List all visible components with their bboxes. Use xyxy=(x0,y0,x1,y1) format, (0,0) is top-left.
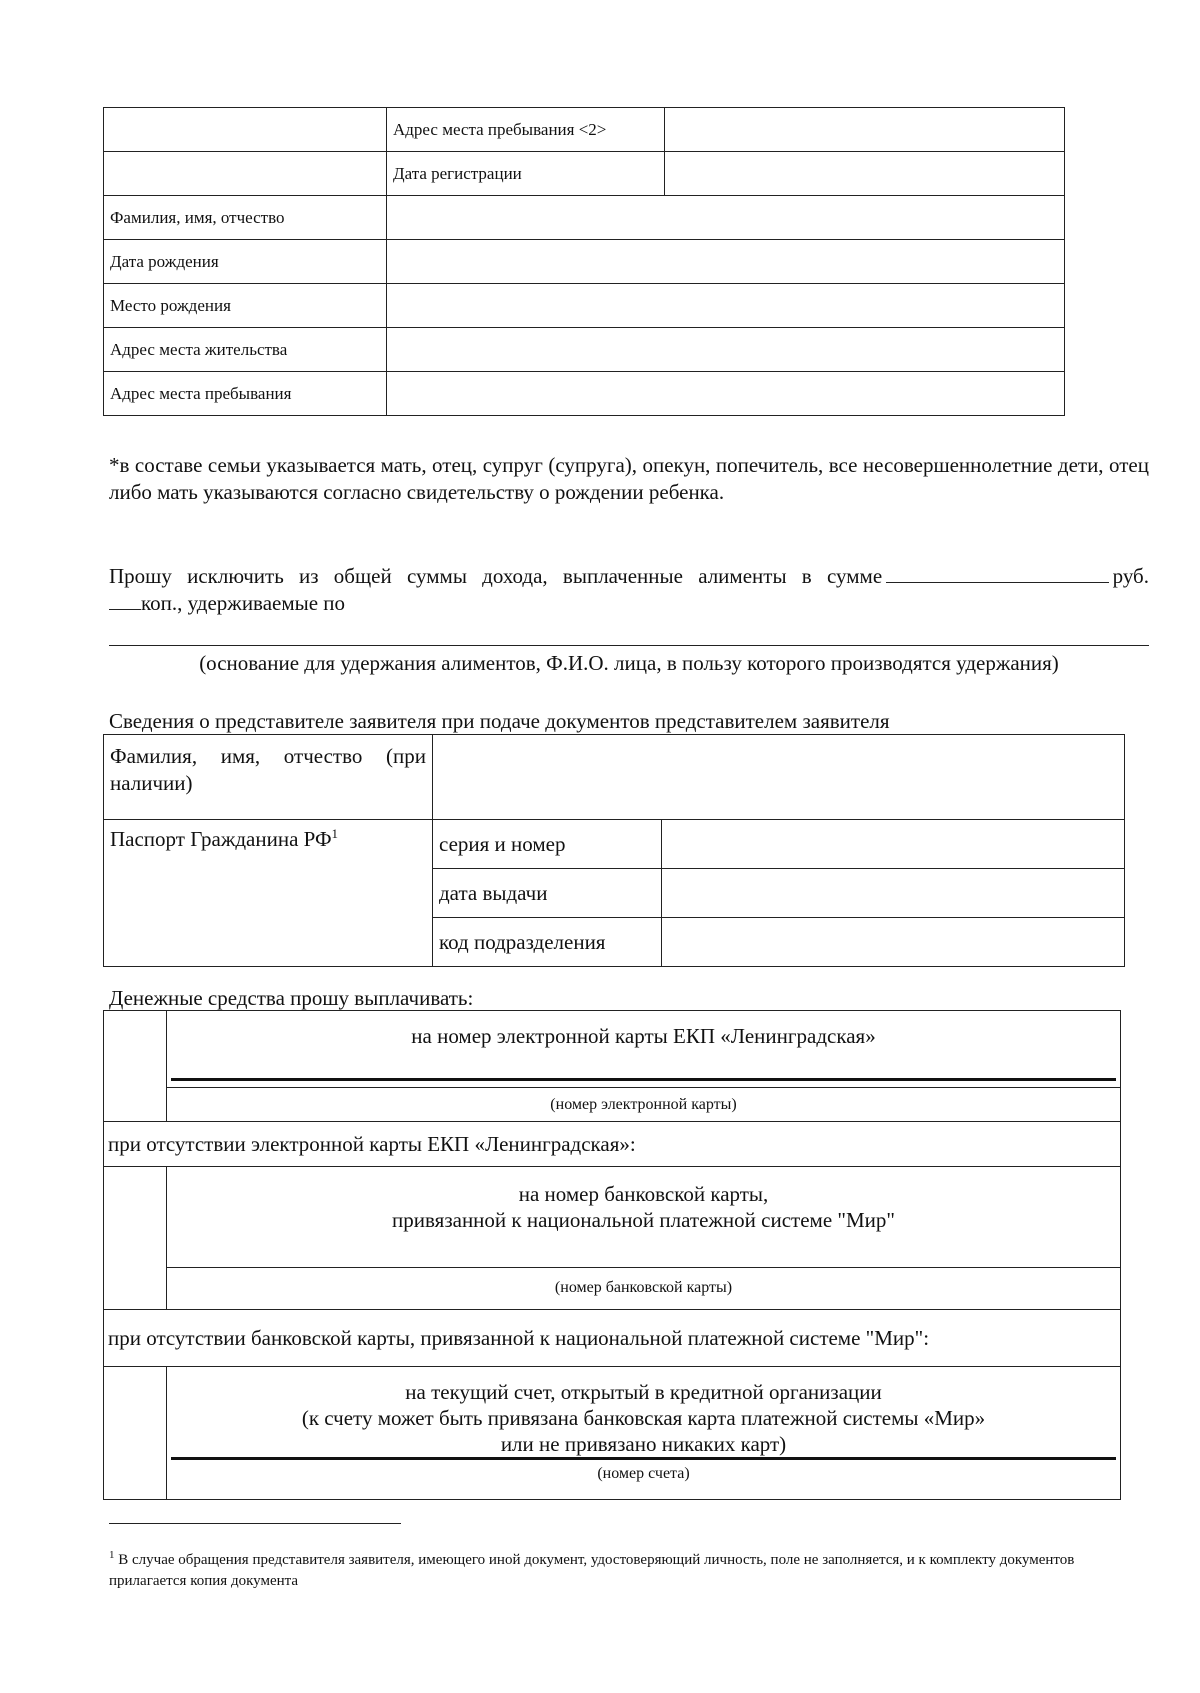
table-row xyxy=(104,1310,1120,1367)
kop-field[interactable] xyxy=(109,589,141,610)
account-caption: (номер счета) xyxy=(597,1465,690,1482)
bank-card-caption: (номер банковской карты) xyxy=(167,1267,1120,1308)
table-row xyxy=(104,1011,1120,1122)
passport-number-input[interactable] xyxy=(668,832,1122,857)
table-row xyxy=(104,152,1065,196)
footnote-text: В случае обращения представителя заявителя, имеющего иной документ, удостоверяющий личность, поле не заполняется, и к комплекту документов прилагается копия документа xyxy=(109,1552,1075,1589)
table-row xyxy=(104,240,1065,284)
registration-date-field[interactable] xyxy=(665,152,1065,196)
stay-address-input[interactable] xyxy=(393,371,1062,416)
table-row xyxy=(104,1167,1120,1310)
table-row xyxy=(104,372,1065,416)
registration-date-input[interactable] xyxy=(671,151,1062,196)
passport-issue-date-input[interactable] xyxy=(668,881,1122,906)
residence-address-input[interactable] xyxy=(393,327,1062,372)
table-row xyxy=(104,328,1065,372)
kop-text: коп., удерживаемые по xyxy=(141,591,346,615)
representative-fio-input[interactable] xyxy=(439,765,1122,790)
alimony-text: Прошу исключить из общей суммы дохода, выплаченные алименты в сумме xyxy=(109,564,883,588)
table-row xyxy=(104,196,1065,240)
footnote xyxy=(109,1545,1149,1592)
row-label: Дата рождения xyxy=(104,240,387,284)
row-label: Адрес места пребывания <2> xyxy=(387,108,665,152)
no-bank-text: при отсутствии банковской карты, привязанной к национальной платежной системе "Мир": xyxy=(108,1325,930,1350)
footnote-separator xyxy=(109,1523,401,1524)
stay-address-2-input[interactable] xyxy=(671,107,1062,152)
table-row xyxy=(104,1122,1120,1167)
stay-address-2-field[interactable] xyxy=(665,108,1065,152)
payment-heading: Денежные средства прошу выплачивать: xyxy=(109,986,474,1010)
family-note: *в составе семьи указывается мать, отец, супруг (супруга), опекун, попечитель, все несовершеннолетние дети, отец либо мать указываются согласно свидетельству о рождении ребенка. xyxy=(109,453,1149,504)
bank-title: на номер банковской карты, привязанной к национальной платежной системе "Мир" xyxy=(392,1182,895,1232)
ekp-checkbox[interactable] xyxy=(104,1011,167,1121)
passport-label: Паспорт Гражданина $РФ^1$ xyxy=(104,820,433,967)
family-member-table xyxy=(103,107,1065,416)
rub-label: руб. xyxy=(1112,564,1149,588)
account-checkbox[interactable] xyxy=(104,1367,167,1499)
payment-table xyxy=(103,1010,1121,1500)
birth-place-input[interactable] xyxy=(393,283,1062,328)
row-label: Адрес места пребывания xyxy=(104,372,387,416)
fio-input[interactable] xyxy=(393,195,1062,240)
row-label: Адрес места жительства xyxy=(104,328,387,372)
bank-card-checkbox[interactable] xyxy=(104,1167,167,1309)
row-label: Место рождения xyxy=(104,284,387,328)
table-row xyxy=(104,735,1125,820)
representative-heading: Сведения о представителе заявителя при подаче документов представителем заявителя xyxy=(109,709,890,733)
table-row xyxy=(104,108,1065,152)
birth-date-input[interactable] xyxy=(393,239,1062,284)
ekp-caption: (номер электронной карты) xyxy=(167,1087,1120,1121)
account-title: на текущий счет, открытый в кредитной организации (к счету может быть привязана банковская карта платежной системы «Мир» или не привязано никаких карт) xyxy=(301,1380,986,1456)
alimony-line-1 xyxy=(109,562,1149,590)
row-label: код подразделения xyxy=(433,918,662,967)
row-label: Фамилия, имя, отчество xyxy=(104,196,387,240)
no-ekp-text: при отсутствии электронной карты ЕКП «Ленинградская»: xyxy=(108,1131,636,1156)
row-label: Дата регистрации xyxy=(387,152,665,196)
ekp-number-field[interactable] xyxy=(171,1078,1116,1081)
footnote-ref: 1 xyxy=(331,826,339,841)
row-label: дата выдачи xyxy=(433,869,662,918)
alimony-basis-line[interactable] xyxy=(109,645,1149,646)
table-row xyxy=(104,284,1065,328)
row-label: серия и номер xyxy=(433,820,662,869)
table-row xyxy=(104,820,1125,869)
alimony-line-2 xyxy=(109,589,345,617)
ekp-title: на номер электронной карты ЕКП «Ленинградская» xyxy=(411,1024,876,1048)
alimony-sum-field[interactable] xyxy=(886,562,1108,583)
alimony-basis-caption: (основание для удержания алиментов, Ф.И.О. лица, в пользу которого производятся удержания) xyxy=(199,651,1059,675)
fio-label: Фамилия, имя, отчество (при наличии) xyxy=(104,735,433,820)
table-row xyxy=(104,1367,1120,1499)
representative-table xyxy=(103,734,1125,967)
division-code-input[interactable] xyxy=(668,930,1122,955)
footnote-mark: 1 xyxy=(109,1549,115,1561)
